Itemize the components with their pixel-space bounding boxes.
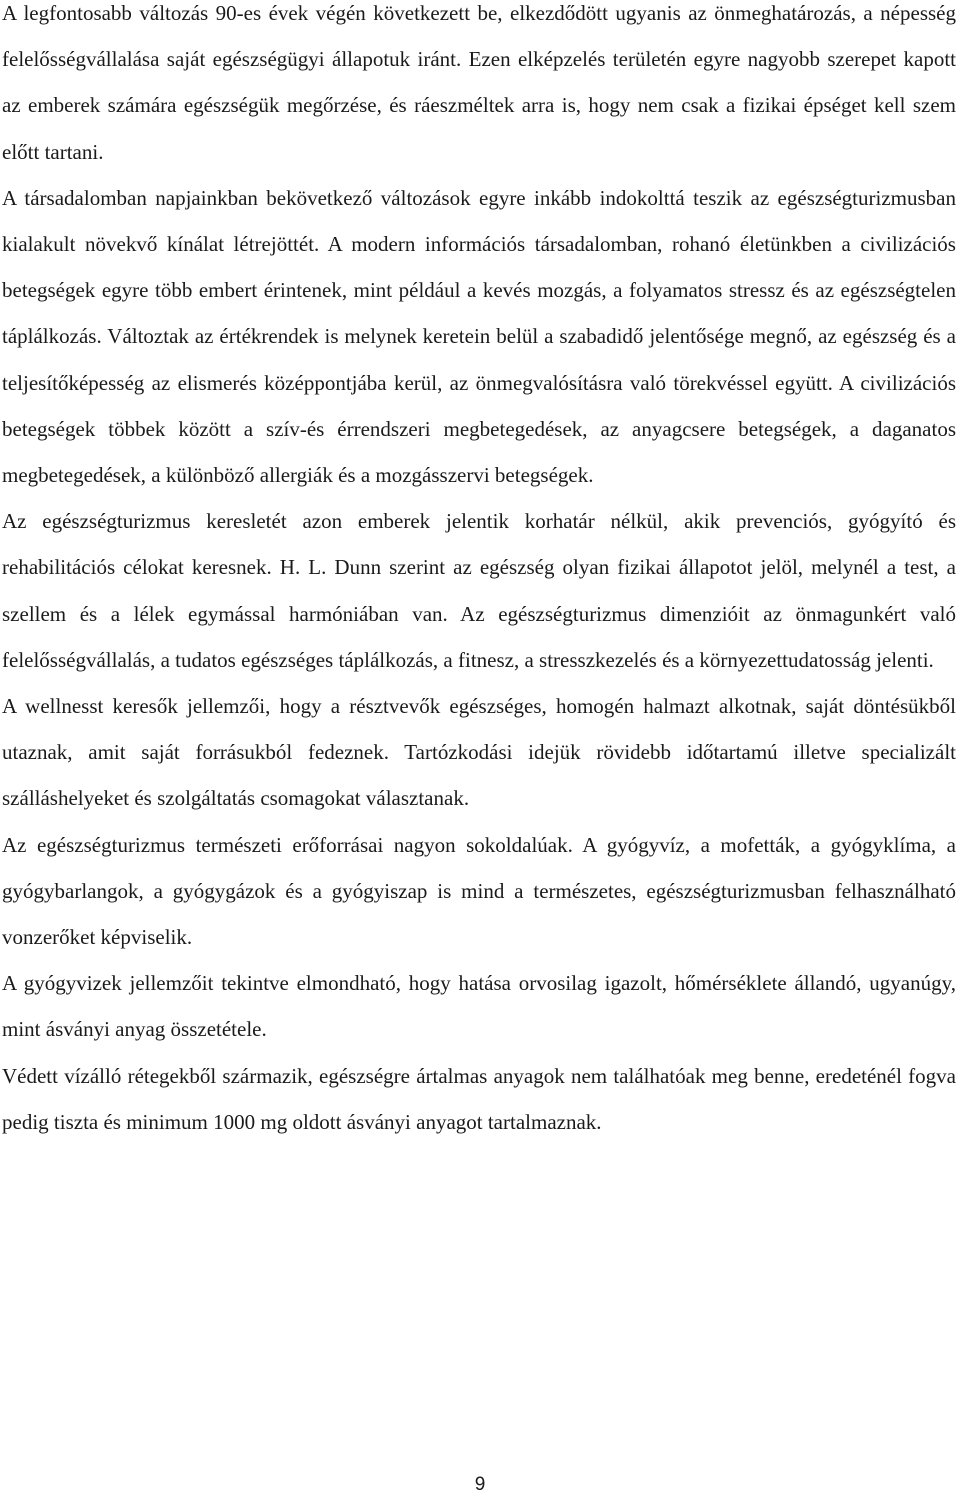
sentence: Tartózkodási idejük rövidebb időtartamú illetve specializált szálláshelyeket és szolgáltatás csomagokat választanak. <box>2 740 956 811</box>
paragraph-2 <box>2 175 956 498</box>
sentence: Az egészségturizmus természeti erőforrásai nagyon sokoldalúak. <box>2 832 573 857</box>
sentence: Az egészségturizmus keresletét azon emberek jelentik korhatár nélkül, akik prevenciós, gyógyító és rehabilitációs célokat keresnek. H. L. Dunn szerint az egészség olyan fizikai állapotot jelöl, melynél a test, a szellem és a lélek egymással harmóniában van. Az egészségturizmus dimenzióit az önmagunkért való felelősségvállalás, a tudatos egészséges táplálkozás, a fitnesz, a stresszkezelés és a környezettudatosság jelenti. <box>2 509 956 672</box>
paragraph-1 <box>2 0 956 175</box>
body-text <box>2 0 956 1145</box>
paragraph-7 <box>2 1053 956 1145</box>
sentence: A társadalomban napjainkban bekövetkező változások egyre inkább indokolttá teszik az egészségturizmusban kialakult növekvő kínálat létrejöttét. <box>2 185 956 257</box>
sentence: A gyógyvíz, a mofetták, a gyógyklíma, a gyógybarlangok, a gyógygázok és a gyógyiszap is mind a természetes, egészségturizmusban felhasználható vonzerőket képviselik. <box>2 832 956 950</box>
sentence: A wellnesst keresők jellemzői, hogy a résztvevők egészséges, homogén halmazt alkotnak, saját döntésükből utaznak, amit saját forrásukból fedeznek. <box>2 694 956 765</box>
paragraph-3 <box>2 498 956 683</box>
sentence: Változtak az értékrendek is melynek keretein belül a szabadidő jelentősége megnő, az egészség és a teljesítőképesség az elismerés középpontjába kerül, az önmegvalósításra való törekvéssel együtt. <box>2 324 956 395</box>
paragraph-6 <box>2 960 956 1052</box>
paragraph-4 <box>2 683 956 822</box>
page-number: 9 <box>474 1474 486 1495</box>
sentence: A modern információs társadalomban, rohanó életünkben a civilizációs betegségek egyre több embert érintenek, mint például a kevés mozgás, a folyamatos stressz és az egészségtelen táplálkozás. <box>2 232 956 349</box>
sentence: A gyógyvizek jellemzőit tekintve elmondható, hogy hatása orvosilag igazolt, hőmérséklete állandó, ugyanúgy, mint ásványi anyag összetétele. <box>2 971 956 1042</box>
paragraph-5 <box>2 822 956 961</box>
sentence: Védett vízálló rétegekből származik, egészségre ártalmas anyagok nem találhatóak meg benne, eredeténél fogva pedig tiszta és minimum 1000 mg oldott ásványi anyagot tartalmaznak. <box>2 1063 956 1134</box>
sentence: A legfontosabb változás 90-es évek végén következett be, elkezdődött ugyanis az önmeghatározás, a népesség felelősségvállalása saját egészségügyi állapotuk iránt. Ezen elképzelés területén egyre nagyobb szerepet kapott az emberek számára egészségük megőrzése, és ráeszméltek arra is, hogy nem csak a fizikai épséget kell szem előtt tartani. <box>2 1 956 164</box>
sentence: A civilizációs betegségek többek között a szív-és érrendszeri megbetegedések, az anyagcsere betegségek, a daganatos megbetegedések, a különböző allergiák és a mozgásszervi betegségek. <box>2 370 956 488</box>
